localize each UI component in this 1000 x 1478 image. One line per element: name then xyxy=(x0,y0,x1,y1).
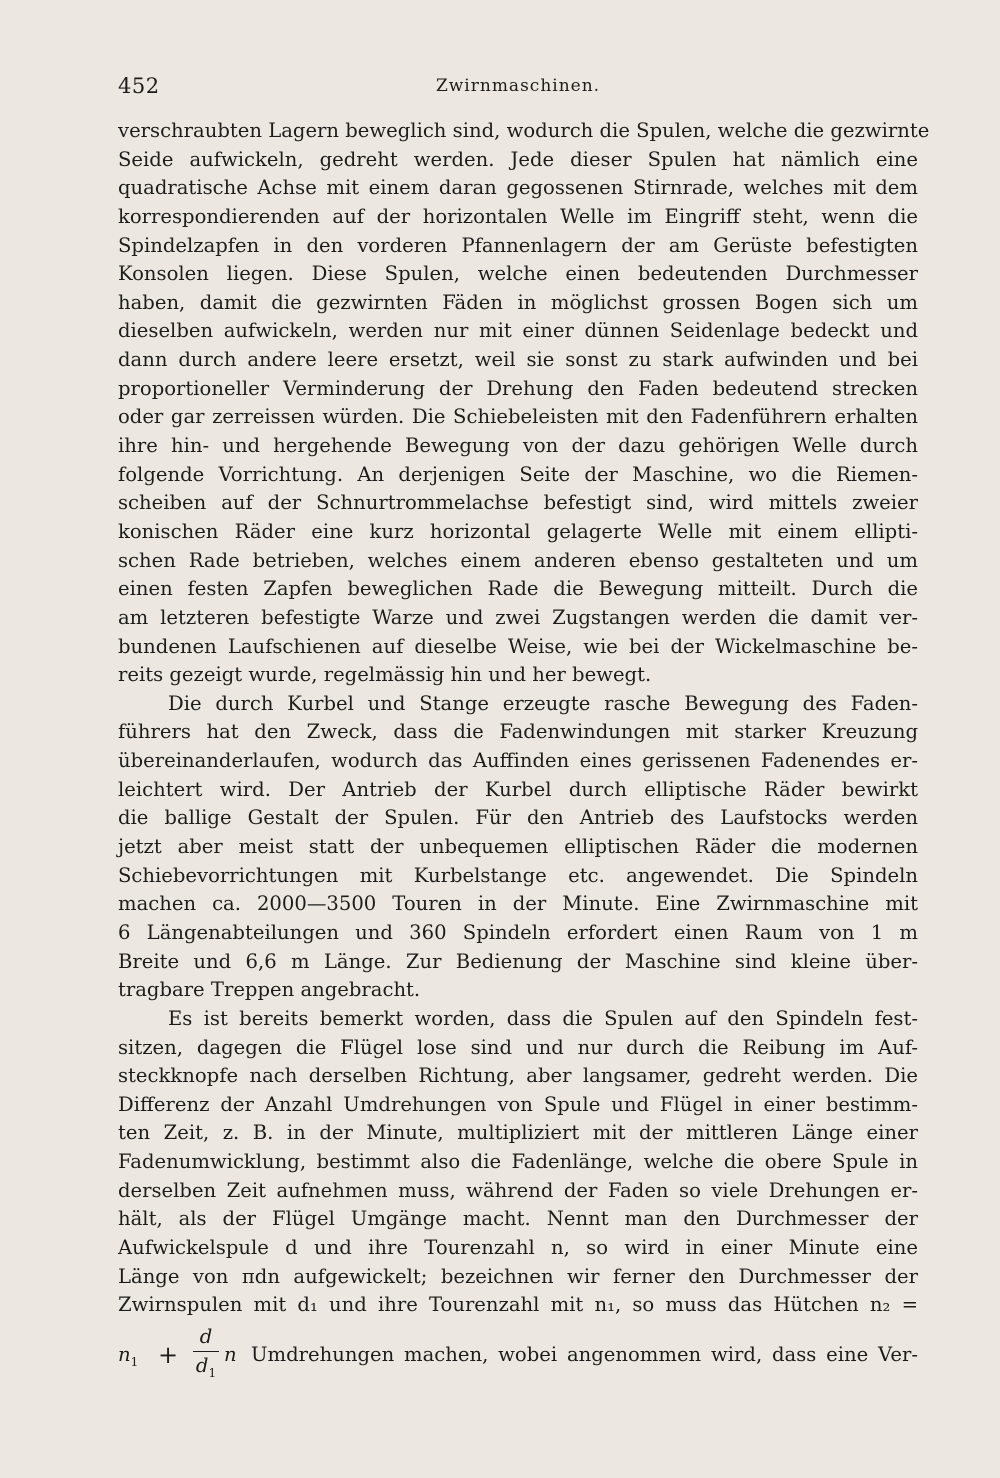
text-line: Konsolen liegen. Diese Spulen, welche einen bedeutenden Durchmesser xyxy=(118,262,918,286)
text-line: ten Zeit, z. B. in der Minute, multipliziert mit der mittleren Länge einer xyxy=(118,1121,918,1145)
formula-n: n xyxy=(224,1343,237,1366)
text-line: machen ca. 2000—3500 Touren in der Minute. Eine Zwirnmaschine mit xyxy=(118,892,918,916)
text-line: reits gezeigt wurde, regelmässig hin und her bewegt. xyxy=(118,663,652,687)
text-line: ihre hin- und hergehende Bewegung von der dazu gehörigen Welle durch xyxy=(118,434,918,458)
text-line: konischen Räder eine kurz horizontal gelagerte Welle mit einem ellipti- xyxy=(118,519,918,543)
text-line: oder gar zerreissen würden. Die Schiebeleisten mit den Fadenführern erhalten xyxy=(118,405,918,429)
text-line: übereinanderlaufen, wodurch das Auffinden eines gerissenen Fadenendes er- xyxy=(118,749,918,773)
text-line: Fadenumwicklung, bestimmt also die Fadenlänge, welche die obere Spule in xyxy=(118,1150,918,1174)
text-line: die ballige Gestalt der Spulen. Für den Antrieb des Laufstocks werden xyxy=(118,806,918,830)
text-line: bundenen Laufschienen auf dieselbe Weise, wie bei der Wickelmaschine be- xyxy=(118,634,918,658)
text-line: Spindelzapfen in den vorderen Pfannenlagern der am Gerüste befestigten xyxy=(118,233,918,257)
text-line: Breite und 6,6 m Länge. Zur Bedienung der Maschine sind kleine über- xyxy=(118,949,918,973)
formula-fraction xyxy=(193,1325,219,1378)
text-line: 6 Längenabteilungen und 360 Spindeln erfordert einen Raum von 1 m xyxy=(118,920,918,944)
formula-rest-text: Umdrehungen machen, wobei angenommen wird, dass eine Ver- xyxy=(251,1343,918,1366)
text-line: steckknopfe nach derselben Richtung, aber langsamer, gedreht werden. Die xyxy=(118,1064,918,1088)
text-line: Es ist bereits bemerkt worden, dass die Spulen auf den Spindeln fest- xyxy=(168,1006,918,1030)
text-line: Differenz der Anzahl Umdrehungen von Spule und Flügel in einer bestimm- xyxy=(118,1092,918,1116)
text-line: Seide aufwickeln, gedreht werden. Jede dieser Spulen hat nämlich eine xyxy=(118,147,918,171)
formula-n1: $n_1$ xyxy=(118,1343,139,1369)
text-line: dieselben aufwickeln, werden nur mit einer dünnen Seidenlage bedeckt und xyxy=(118,319,918,343)
text-line: führers hat den Zweck, dass die Fadenwindungen mit starker Kreuzung xyxy=(118,720,918,744)
text-line: schen Rade betrieben, welches einem anderen ebenso gestalteten und um xyxy=(118,548,918,572)
text-line: hält, als der Flügel Umgänge macht. Nennt man den Durchmesser der xyxy=(118,1207,918,1231)
running-head: Zwirnmaschinen. xyxy=(435,76,601,96)
text-line: Die durch Kurbel und Stange erzeugte rasche Bewegung des Faden- xyxy=(168,691,918,715)
fraction-bar xyxy=(193,1351,219,1352)
text-line: sitzen, dagegen die Flügel lose sind und nur durch die Reibung im Auf- xyxy=(118,1035,918,1059)
text-line: dann durch andere leere ersetzt, weil sie sonst zu stark aufwinden und bei xyxy=(118,348,918,372)
text-line: scheiben auf der Schnurtrommelachse befestigt sind, wird mittels zweier xyxy=(118,491,918,515)
text-line: quadratische Achse mit einem daran gegossenen Stirnrade, welches mit dem xyxy=(118,176,918,200)
formula-plus: + xyxy=(158,1341,179,1369)
text-line: derselben Zeit aufnehmen muss, während der Faden so viele Drehungen er- xyxy=(118,1178,918,1202)
text-line: Schiebevorrichtungen mit Kurbelstange etc. angewendet. Die Spindeln xyxy=(118,863,918,887)
page-number: 452 xyxy=(118,74,160,98)
text-line: tragbare Treppen angebracht. xyxy=(118,978,421,1002)
text-line: leichtert wird. Der Antrieb der Kurbel durch elliptische Räder bewirkt xyxy=(118,777,918,801)
body-text xyxy=(118,117,930,1320)
text-line: verschraubten Lagern beweglich sind, wodurch die Spulen, welche die gezwirnte xyxy=(118,119,930,142)
text-line: proportioneller Verminderung der Drehung den Faden bedeutend strecken xyxy=(118,376,918,400)
text-line: Länge von πdn aufgewickelt; bezeichnen wir ferner den Durchmesser der xyxy=(118,1264,918,1288)
text-line: folgende Vorrichtung. An derjenigen Seite der Maschine, wo die Riemen- xyxy=(118,462,918,486)
text-line: jetzt aber meist statt der unbequemen elliptischen Räder die modernen xyxy=(118,835,918,859)
text-line: korrespondierenden auf der horizontalen Welle im Eingriff steht, wenn die xyxy=(118,204,918,228)
formula-line xyxy=(118,1325,918,1385)
text-line: Aufwickelspule d und ihre Tourenzahl n, so wird in einer Minute eine xyxy=(118,1235,918,1259)
fraction-denominator: $d_1$ xyxy=(195,1354,217,1380)
text-line: am letzteren befestigte Warze und zwei Zugstangen werden die damit ver- xyxy=(118,605,918,629)
page-header xyxy=(118,70,918,106)
text-line: haben, damit die gezwirnten Fäden in möglichst grossen Bogen sich um xyxy=(118,290,918,314)
text-line: einen festen Zapfen beweglichen Rade die Bewegung mitteilt. Durch die xyxy=(118,577,918,601)
text-line: Zwirnspulen mit d₁ und ihre Tourenzahl mit n₁, so muss das Hütchen n₂ = xyxy=(118,1293,918,1317)
fraction-numerator: d xyxy=(199,1325,213,1348)
